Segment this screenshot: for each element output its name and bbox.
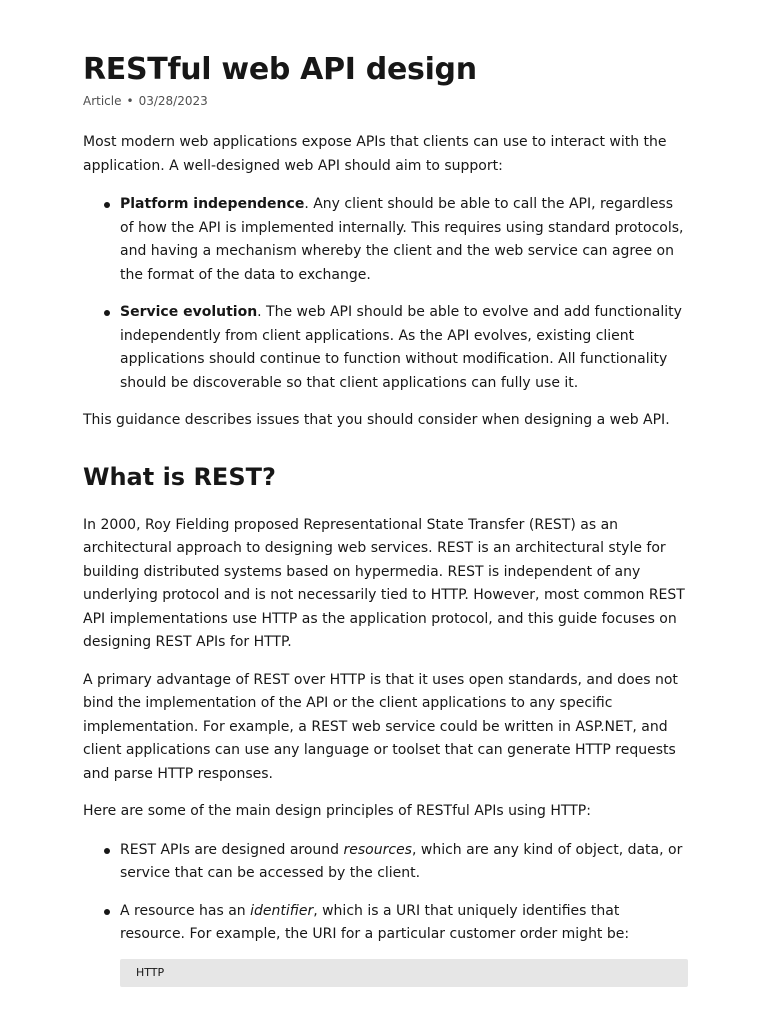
- code-block-header: [120, 959, 688, 987]
- meta-separator: •: [126, 94, 134, 108]
- list-item-text: REST APIs are designed around: [120, 841, 344, 858]
- section-heading-rest: What is REST?: [83, 462, 276, 491]
- list-item-text: A resource has an: [120, 902, 251, 919]
- rest-paragraph-principles-intro: Here are some of the main design principles of RESTful APIs using HTTP:: [83, 803, 591, 819]
- article-meta: [83, 93, 688, 109]
- principles-list: [83, 839, 688, 947]
- article-type: Article: [83, 94, 122, 108]
- list-item-term: Platform independence: [120, 196, 305, 212]
- support-list: [83, 193, 688, 395]
- guidance-paragraph: This guidance describes issues that you should consider when designing a web API.: [83, 412, 670, 428]
- rest-paragraph-history: In 2000, Roy Fielding proposed Representational State Transfer (REST) as an architectural approach to designing web services. REST is an architectural style for building distributed systems based on hypermedia. REST is independent of any underlying protocol and is not necessarily tied to HTTP. However, most common REST API implementations use HTTP as the application protocol, and this guide focuses on designing REST APIs for HTTP.: [83, 516, 685, 650]
- intro-paragraph: Most modern web applications expose APIs that clients can use to interact with the application. A well-designed web API should aim to support:: [83, 134, 667, 174]
- list-item: [83, 193, 688, 287]
- page-title: RESTful web API design: [83, 52, 477, 87]
- article-date: 03/28/2023: [138, 94, 208, 108]
- list-item-text: . Any client should be able to call the API, regardless of how the API is implemented internally. This requires using standard protocols, and having a mechanism whereby the client and the web service can agree on the format of the data to exchange.: [120, 196, 684, 283]
- list-item-emphasis: resources: [343, 841, 412, 858]
- list-item: [83, 301, 688, 395]
- rest-paragraph-advantage: A primary advantage of REST over HTTP is that it uses open standards, and does not bind the implementation of the API or the client applications to any specific implementation. For example, a REST web service could be written in ASP.NET, and client applications can use any language or toolset that can generate HTTP requests and parse HTTP responses.: [83, 671, 678, 782]
- list-item-text: , which are any kind of object, data, or service that can be accessed by the client.: [120, 841, 683, 881]
- list-item: [83, 900, 688, 947]
- list-item-term: Service evolution: [120, 304, 258, 320]
- code-language-label: HTTP: [136, 966, 165, 979]
- list-item-text: . The web API should be able to evolve and add functionality independently from client applications. As the API evolves, existing client applications should continue to function without modification. All functionality should be discoverable so that client applications can fully use it.: [120, 304, 682, 391]
- list-item-text: , which is a URI that uniquely identifies that resource. For example, the URI for a particular customer order might be:: [120, 902, 630, 942]
- list-item-emphasis: identifier: [250, 902, 314, 919]
- list-item: [83, 839, 688, 886]
